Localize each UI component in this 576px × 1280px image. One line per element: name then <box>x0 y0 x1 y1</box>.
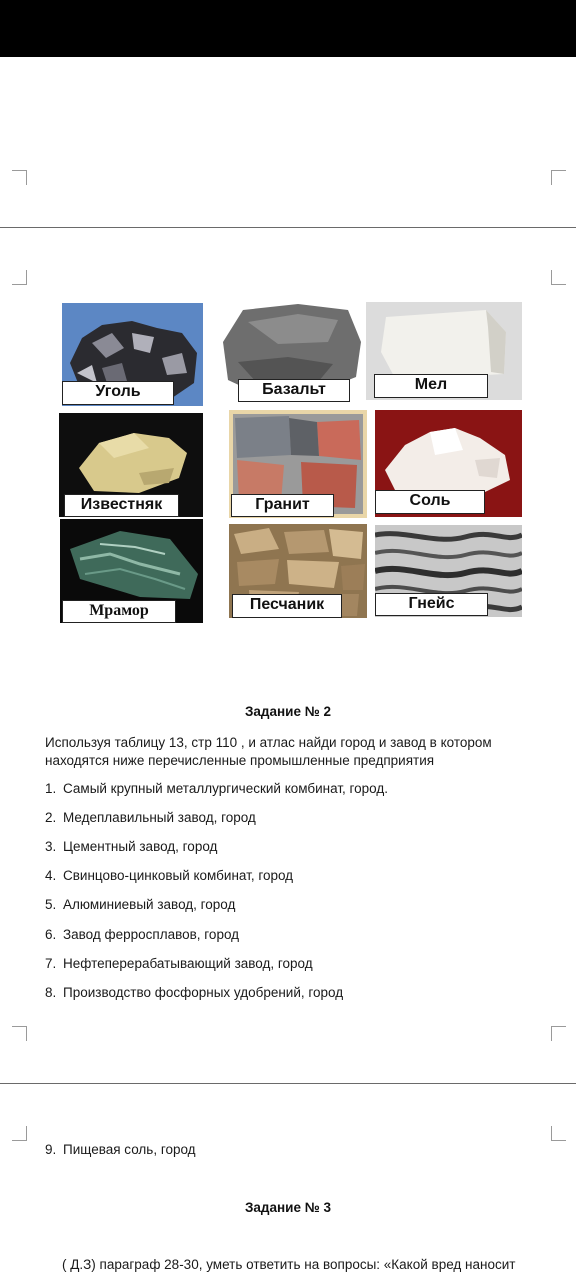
rock-label: Известняк <box>64 494 179 517</box>
coal-image <box>62 303 203 406</box>
page-corner-mark <box>551 270 566 285</box>
granite-image <box>229 410 367 518</box>
list-item: 1. Самый крупный металлургический комбинат, город. <box>45 781 389 796</box>
task-2-intro-line: находятся ниже перечисленные промышленные предприятия <box>45 753 435 768</box>
sandstone-image <box>229 524 367 618</box>
rock-label: Соль <box>375 490 485 514</box>
task-2-intro <box>45 734 545 770</box>
rock-label: Мел <box>374 374 488 398</box>
list-item: 2. Медеплавильный завод, город <box>45 810 256 825</box>
task-3-title: Задание № 3 <box>244 1200 332 1215</box>
page-corner-mark <box>12 1126 27 1141</box>
list-item: 9. Пищевая соль, город <box>45 1142 196 1157</box>
limestone-image <box>59 413 203 517</box>
page-corner-mark <box>551 170 566 185</box>
marble-image <box>60 519 203 623</box>
task-3-text: ( Д.З) параграф 28-30, уметь ответить на вопросы: «Какой вред наносит <box>62 1257 516 1272</box>
basalt-image <box>218 302 363 403</box>
rock-label: Песчаник <box>232 594 342 618</box>
status-bar <box>0 0 576 57</box>
gneiss-image <box>375 525 522 617</box>
rock-label: Мрамор <box>62 600 176 623</box>
rock-label: Гранит <box>231 494 334 517</box>
page-corner-mark <box>551 1126 566 1141</box>
task-2-title: Задание № 2 <box>244 704 332 719</box>
list-item: 8. Производство фосфорных удобрений, город <box>45 985 344 1000</box>
chalk-image <box>366 302 522 400</box>
page-corner-mark <box>12 270 27 285</box>
rock-label: Гнейс <box>375 593 488 616</box>
list-item: 4. Свинцово-цинковый комбинат, город <box>45 868 294 883</box>
list-item: 5. Алюминиевый завод, город <box>45 897 236 912</box>
page-separator <box>0 1083 576 1084</box>
list-item: 3. Цементный завод, город <box>45 839 218 854</box>
page-separator <box>0 227 576 228</box>
rock-label: Базальт <box>238 379 350 402</box>
task-2-intro-line: Используя таблицу 13, стр 110 , и атлас найди город и завод в котором <box>45 735 492 750</box>
salt-image <box>375 410 522 517</box>
page-corner-mark <box>12 170 27 185</box>
rock-label: Уголь <box>62 381 174 405</box>
page-corner-mark <box>12 1026 27 1041</box>
list-item: 6. Завод ферросплавов, город <box>45 927 240 942</box>
list-item: 7. Нефтеперерабатывающий завод, город <box>45 956 313 971</box>
page-corner-mark <box>551 1026 566 1041</box>
